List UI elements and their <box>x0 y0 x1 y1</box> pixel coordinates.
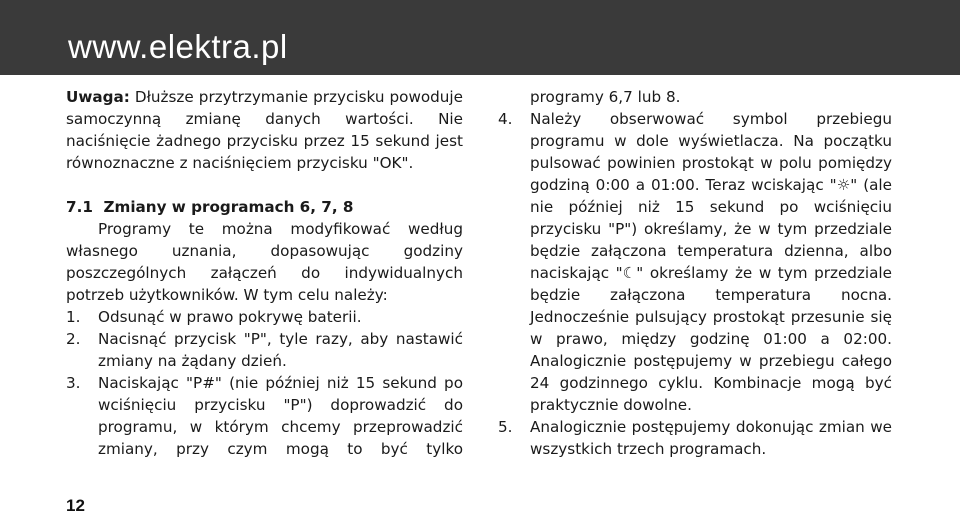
section-intro: Programy te można modyfikować według własnego uznania, dopasowując godziny poszczególnych załączeń do indywidualnych potrzeb użytkowników. W tym celu należy: <box>66 220 463 304</box>
right-column <box>498 86 892 460</box>
list-item <box>498 108 892 416</box>
warning-paragraph <box>66 86 463 174</box>
list-item <box>498 416 892 460</box>
list-item <box>66 328 463 372</box>
list-item-number: 2. <box>66 330 81 348</box>
list-item-text: Odsunąć w prawo pokrywę baterii. <box>98 308 362 326</box>
site-url: www.elektra.pl <box>68 28 288 65</box>
header-bar <box>0 0 960 75</box>
list-item-number: 3. <box>66 374 81 392</box>
list-item-text: Należy obserwować symbol przebiegu programu w dole wyświetlacza. Na początku pulsować powinien prostokąt w polu pomiędzy godziną 0:00 a 01:00. Teraz wciskając "☼" (ale nie później niż 15 sekund po wciśnięciu przycisku "P") określamy, że w tym przedziale będzie załączona temperatura dzienna, albo naciskając "☾" określamy że w tym przedziale będzie załączona temperatura nocna. Jednocześnie pulsujący prostokąt przesunie się w prawo, między godzinę 01:00 a 02:00. Analogicznie postępujemy w przebiegu całego 24 godzinnego cyklu. Kombinacje mogą być praktycznie dowolne. <box>530 110 892 414</box>
left-column <box>66 86 463 460</box>
page-number: 12 <box>66 496 85 515</box>
list-item <box>66 372 463 460</box>
warning-label: Uwaga: <box>66 88 130 106</box>
list-item <box>66 306 463 328</box>
list-item-number: 1. <box>66 308 81 326</box>
list-item-text: Nacisnąć przycisk "P", tyle razy, aby nastawić zmiany na żądany dzień. <box>98 330 463 370</box>
list-item-number: 4. <box>498 110 513 128</box>
warning-text: Dłuższe przytrzymanie przycisku powoduje samoczynną zmianę danych wartości. Nie naciśnięcie żadnego przycisku przez 15 sekund jest równoznaczne z naciśnięciem przycisku "OK". <box>66 88 463 172</box>
list-item-text: Analogicznie postępujemy dokonując zmian we wszystkich trzech programach. <box>530 418 892 458</box>
list-item-text: Naciskając "P#" (nie później niż 15 sekund po wciśnięciu przycisku "P") doprowadzić do programu, w którym chcemy przeprowadzić zmiany, przy czym mogą to być tylko <box>98 374 463 458</box>
continuation-text: programy 6,7 lub 8. <box>530 88 681 106</box>
section-title: 7.1 Zmiany w programach 6, 7, 8 <box>66 198 354 216</box>
list-item-number: 5. <box>498 418 513 436</box>
